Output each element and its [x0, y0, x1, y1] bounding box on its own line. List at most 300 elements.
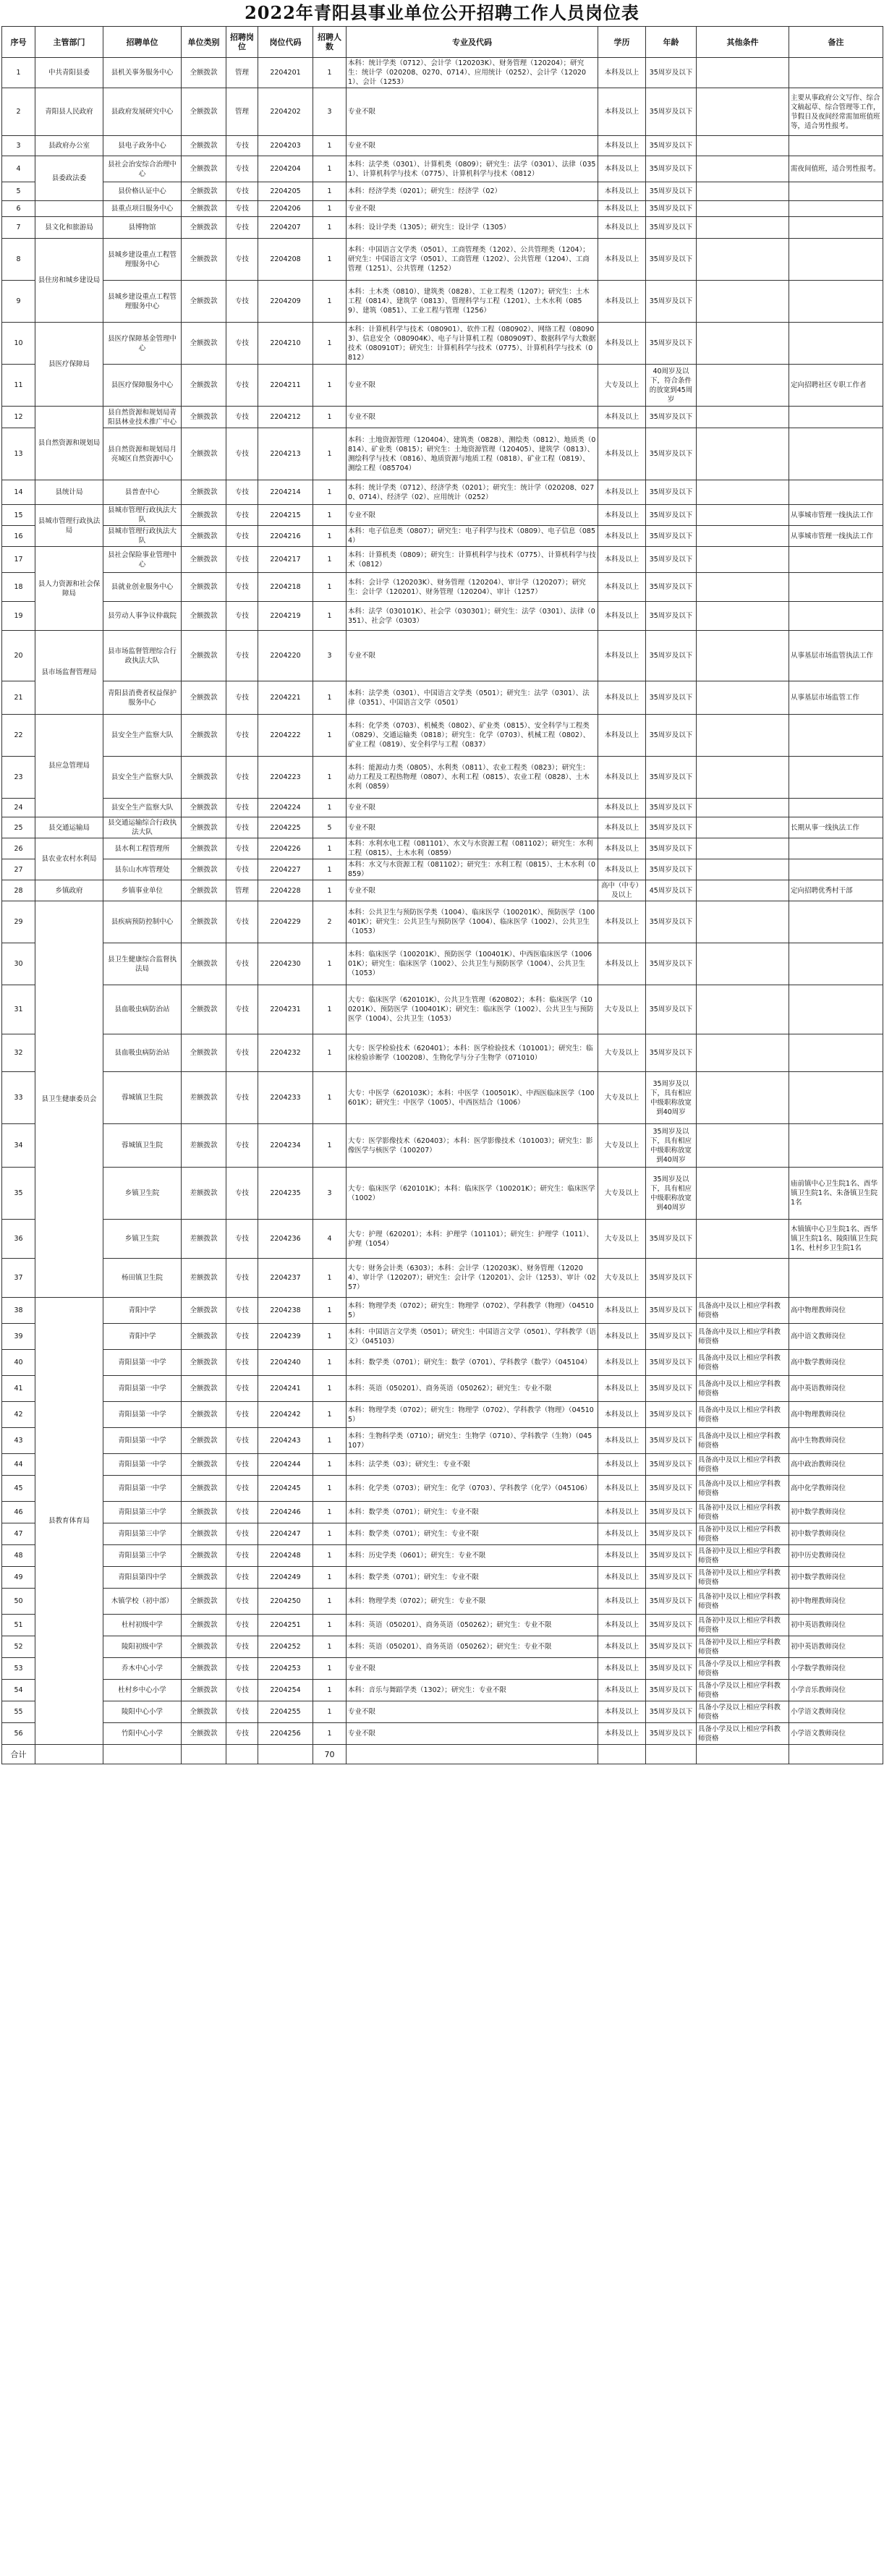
row-note — [789, 859, 883, 880]
row-age: 35周岁及以下 — [646, 136, 697, 156]
table-row — [2, 631, 883, 681]
row-unit: 县博物馆 — [103, 217, 182, 239]
row-code: 2204243 — [258, 1428, 313, 1454]
row-unit: 乡镇卫生院 — [103, 1168, 182, 1220]
row-education: 本科及以上 — [598, 547, 646, 573]
row-post: 专技 — [226, 943, 258, 985]
row-count: 1 — [313, 1523, 347, 1545]
row-other — [697, 859, 789, 880]
table-row — [2, 943, 883, 985]
table-row — [2, 681, 883, 715]
row-count: 1 — [313, 547, 347, 573]
row-code: 2204245 — [258, 1476, 313, 1502]
row-other — [697, 365, 789, 407]
row-code: 2204232 — [258, 1034, 313, 1072]
row-unit: 青阳县第一中学 — [103, 1350, 182, 1376]
row-unit: 青阳县第三中学 — [103, 1523, 182, 1545]
row-note: 初中数学教师岗位 — [789, 1523, 883, 1545]
table-row — [2, 323, 883, 365]
row-age: 35周岁及以下 — [646, 1034, 697, 1072]
row-post: 专技 — [226, 757, 258, 799]
row-no: 18 — [2, 573, 35, 602]
row-age: 35周岁及以下 — [646, 757, 697, 799]
row-code: 2204217 — [258, 547, 313, 573]
row-other: 具备高中及以上相应学科教师资格 — [697, 1376, 789, 1402]
row-post: 专技 — [226, 573, 258, 602]
row-code: 2204251 — [258, 1615, 313, 1636]
row-unit: 乡镇事业单位 — [103, 880, 182, 901]
row-major: 本科：计算机科学与技术（080901）、软件工程（080902）、网络工程（080903）、信息安全（080904K）、电子与计算机工程（080909T）、数据科学与大数据技术（080910T）；研究生：计算机科学与技术（0775）、计算机科学与技术（0812） — [347, 323, 598, 365]
row-no: 20 — [2, 631, 35, 681]
row-unit: 县市场监督管理综合行政执法大队 — [103, 631, 182, 681]
row-age: 35周岁及以下 — [646, 1545, 697, 1567]
row-no: 54 — [2, 1680, 35, 1701]
row-unit: 青阳中学 — [103, 1298, 182, 1324]
row-post: 专技 — [226, 480, 258, 505]
row-note — [789, 943, 883, 985]
row-dept — [35, 201, 103, 217]
row-unit: 县政府发展研究中心 — [103, 88, 182, 136]
row-category: 全额拨款 — [182, 156, 226, 182]
row-major: 大专：临床医学（620101K）、公共卫生管理（620802）；本科：临床医学（100201K）、预防医学（100401K）；研究生：临床医学（1002）、公共卫生与预防医学（1004）、公共卫生（1053） — [347, 985, 598, 1034]
row-education: 大专及以上 — [598, 1124, 646, 1168]
row-major: 本科：音乐与舞蹈学类（1302）；研究生：专业不限 — [347, 1680, 598, 1701]
row-education: 本科及以上 — [598, 407, 646, 428]
row-dept: 县市场监督管理局 — [35, 631, 103, 715]
row-unit: 杜村初级中学 — [103, 1615, 182, 1636]
row-note: 小学音乐教师岗位 — [789, 1680, 883, 1701]
row-other: 具备初中及以上相应学科教师资格 — [697, 1545, 789, 1567]
row-count: 1 — [313, 1428, 347, 1454]
table-row — [2, 239, 883, 281]
row-no: 26 — [2, 838, 35, 859]
row-other — [697, 407, 789, 428]
row-post: 管理 — [226, 58, 258, 88]
row-post: 专技 — [226, 1723, 258, 1745]
row-education: 本科及以上 — [598, 239, 646, 281]
row-major: 本科：化学类（0703）；研究生：化学（0703）、学科教学（化学）（045106） — [347, 1476, 598, 1502]
row-count: 4 — [313, 1220, 347, 1259]
row-education: 大专及以上 — [598, 365, 646, 407]
row-count: 1 — [313, 880, 347, 901]
row-age: 35周岁及以下 — [646, 201, 697, 217]
row-category: 全额拨款 — [182, 573, 226, 602]
row-other: 具备小学及以上相应学科教师资格 — [697, 1701, 789, 1723]
row-no: 12 — [2, 407, 35, 428]
row-other — [697, 817, 789, 838]
row-major: 专业不限 — [347, 365, 598, 407]
row-category: 全额拨款 — [182, 681, 226, 715]
table-row — [2, 281, 883, 323]
row-category: 全额拨款 — [182, 1454, 226, 1476]
row-no: 45 — [2, 1476, 35, 1502]
row-unit: 县安全生产监察大队 — [103, 757, 182, 799]
row-education: 本科及以上 — [598, 1658, 646, 1680]
row-no: 5 — [2, 182, 35, 201]
row-count: 3 — [313, 1168, 347, 1220]
row-count: 1 — [313, 1615, 347, 1636]
row-code: 2204209 — [258, 281, 313, 323]
row-major: 专业不限 — [347, 1723, 598, 1745]
row-post: 专技 — [226, 1523, 258, 1545]
row-count: 1 — [313, 239, 347, 281]
row-category: 全额拨款 — [182, 407, 226, 428]
row-code: 2204240 — [258, 1350, 313, 1376]
row-post: 专技 — [226, 1545, 258, 1567]
row-post: 专技 — [226, 1680, 258, 1701]
row-age: 35周岁及以下 — [646, 1324, 697, 1350]
row-post: 专技 — [226, 1259, 258, 1298]
row-no: 50 — [2, 1589, 35, 1615]
row-education: 本科及以上 — [598, 323, 646, 365]
row-other — [697, 631, 789, 681]
row-education: 本科及以上 — [598, 1589, 646, 1615]
table-row — [2, 715, 883, 757]
row-post: 专技 — [226, 365, 258, 407]
row-note: 高中物理教师岗位 — [789, 1402, 883, 1428]
row-age: 35周岁及以下 — [646, 859, 697, 880]
row-unit: 青阳县第一中学 — [103, 1428, 182, 1454]
row-other: 具备小学及以上相应学科教师资格 — [697, 1680, 789, 1701]
row-major: 本科：土地资源管理（120404）、建筑类（0828）、测绘类（0812）、地质类（0814）、矿业类（0815）；研究生：土地资源管理（120405）、建筑学（0813）、测绘科学与技术（0816）、地质资源与地质工程（0818）、矿业工程（0819）、测绘工程（085704） — [347, 428, 598, 480]
table-row — [2, 1701, 883, 1723]
row-education: 本科及以上 — [598, 1350, 646, 1376]
row-category: 全额拨款 — [182, 217, 226, 239]
row-education: 本科及以上 — [598, 631, 646, 681]
row-unit: 县劳动人事争议仲裁院 — [103, 602, 182, 631]
row-other: 具备初中及以上相应学科教师资格 — [697, 1636, 789, 1658]
row-code: 2204223 — [258, 757, 313, 799]
row-age: 35周岁及以下 — [646, 505, 697, 526]
row-category: 差额拨款 — [182, 1072, 226, 1124]
row-post: 专技 — [226, 817, 258, 838]
row-count: 1 — [313, 1589, 347, 1615]
row-category: 全额拨款 — [182, 631, 226, 681]
row-category: 全额拨款 — [182, 1523, 226, 1545]
row-major: 本科：数学类（0701）；研究生：数学（0701）、学科教学（数学）（045104） — [347, 1350, 598, 1376]
row-age: 35周岁及以下 — [646, 1298, 697, 1324]
row-post: 专技 — [226, 602, 258, 631]
row-note: 初中数学教师岗位 — [789, 1502, 883, 1523]
row-no: 33 — [2, 1072, 35, 1124]
row-dept: 县卫生健康委员会 — [35, 901, 103, 1298]
row-unit: 青阳县第四中学 — [103, 1567, 182, 1589]
row-count: 1 — [313, 365, 347, 407]
row-other — [697, 880, 789, 901]
row-note: 高中数学教师岗位 — [789, 1350, 883, 1376]
row-education: 本科及以上 — [598, 817, 646, 838]
row-count: 1 — [313, 943, 347, 985]
row-note: 从事城市管理一线执法工作 — [789, 505, 883, 526]
row-age: 35周岁及以下 — [646, 58, 697, 88]
page-title: 2022年青阳县事业单位公开招聘工作人员岗位表 — [245, 2, 639, 23]
row-no: 15 — [2, 505, 35, 526]
row-category: 全额拨款 — [182, 859, 226, 880]
row-age: 35周岁及以下 — [646, 1428, 697, 1454]
row-unit: 县血吸虫病防治站 — [103, 1034, 182, 1072]
row-count: 1 — [313, 1680, 347, 1701]
row-post: 专技 — [226, 182, 258, 201]
row-note: 初中物理教师岗位 — [789, 1589, 883, 1615]
row-other: 具备小学及以上相应学科教师资格 — [697, 1723, 789, 1745]
row-no: 23 — [2, 757, 35, 799]
row-count: 1 — [313, 201, 347, 217]
row-major: 本科：土木类（0810）、建筑类（0828）、工业工程类（1207）；研究生：土木工程（0814）、建筑学（0813）、管理科学与工程（1201）、土木水利（0859）、建筑（0851）、工业工程与管理（1256） — [347, 281, 598, 323]
row-no: 19 — [2, 602, 35, 631]
row-unit: 县社会保险事业管理中心 — [103, 547, 182, 573]
row-post: 专技 — [226, 1701, 258, 1723]
row-dept: 县城市管理行政执法局 — [35, 505, 103, 547]
row-post: 专技 — [226, 1428, 258, 1454]
table-row — [2, 1523, 883, 1545]
row-post: 专技 — [226, 1636, 258, 1658]
row-note — [789, 715, 883, 757]
row-dept: 县文化和旅游局 — [35, 217, 103, 239]
row-post: 专技 — [226, 136, 258, 156]
row-post: 专技 — [226, 1324, 258, 1350]
row-age: 35周岁及以下 — [646, 715, 697, 757]
row-note — [789, 1259, 883, 1298]
row-note: 木镇镇中心卫生院1名、酉华镇卫生院1名、陵阳镇卫生院1名、杜村乡卫生院1名 — [789, 1220, 883, 1259]
row-note — [789, 58, 883, 88]
row-category: 全额拨款 — [182, 480, 226, 505]
row-count: 3 — [313, 88, 347, 136]
row-education: 大专及以上 — [598, 985, 646, 1034]
table-row — [2, 182, 883, 201]
row-post: 专技 — [226, 1034, 258, 1072]
row-other — [697, 602, 789, 631]
row-post: 专技 — [226, 901, 258, 943]
row-category: 全额拨款 — [182, 602, 226, 631]
table-row — [2, 547, 883, 573]
row-note — [789, 547, 883, 573]
row-unit: 县普查中心 — [103, 480, 182, 505]
row-major: 本科：物理学类（0702）；研究生：专业不限 — [347, 1589, 598, 1615]
row-other: 具备初中及以上相应学科教师资格 — [697, 1615, 789, 1636]
row-code: 2204242 — [258, 1402, 313, 1428]
row-post: 专技 — [226, 526, 258, 547]
table-row — [2, 1636, 883, 1658]
row-major: 本科：法学类（0301）、中国语言文学类（0501）；研究生：法学（0301）、法律（0351）、中国语言文学（0501） — [347, 681, 598, 715]
row-other — [697, 901, 789, 943]
row-no: 27 — [2, 859, 35, 880]
row-major: 本科：水利水电工程（081101）、水文与水资源工程（081102）；研究生：水利工程（0815）、土木水利（0859） — [347, 838, 598, 859]
row-post: 专技 — [226, 1476, 258, 1502]
row-no: 40 — [2, 1350, 35, 1376]
row-other — [697, 1072, 789, 1124]
row-age: 35周岁及以下，具有相应中级职称放宽到40周岁 — [646, 1124, 697, 1168]
row-education: 本科及以上 — [598, 1298, 646, 1324]
row-code: 2204247 — [258, 1523, 313, 1545]
row-education: 本科及以上 — [598, 859, 646, 880]
row-other: 具备小学及以上相应学科教师资格 — [697, 1658, 789, 1680]
row-unit: 乔木中心小学 — [103, 1658, 182, 1680]
row-education: 本科及以上 — [598, 1615, 646, 1636]
row-no: 24 — [2, 799, 35, 817]
row-no: 22 — [2, 715, 35, 757]
row-post: 专技 — [226, 1072, 258, 1124]
row-other: 具备高中及以上相应学科教师资格 — [697, 1428, 789, 1454]
row-code: 2204219 — [258, 602, 313, 631]
row-education: 本科及以上 — [598, 1402, 646, 1428]
row-note — [789, 281, 883, 323]
row-code: 2204229 — [258, 901, 313, 943]
row-no: 41 — [2, 1376, 35, 1402]
row-age: 35周岁及以下 — [646, 1350, 697, 1376]
row-major: 本科：法学类（0301）、计算机类（0809）；研究生：法学（0301）、法律（0351）、计算机科学与技术（0775）、计算机科学与技术（0812） — [347, 156, 598, 182]
table-row — [2, 1589, 883, 1615]
row-code: 2204241 — [258, 1376, 313, 1402]
row-post: 专技 — [226, 156, 258, 182]
row-age: 35周岁及以下 — [646, 943, 697, 985]
row-education: 大专及以上 — [598, 1168, 646, 1220]
row-education: 大专及以上 — [598, 1072, 646, 1124]
row-post: 专技 — [226, 1502, 258, 1523]
row-category: 全额拨款 — [182, 1636, 226, 1658]
column-header: 年龄 — [646, 27, 697, 58]
row-major: 专业不限 — [347, 136, 598, 156]
row-major: 本科：数学类（0701）；研究生：专业不限 — [347, 1502, 598, 1523]
row-note — [789, 239, 883, 281]
row-post: 专技 — [226, 1454, 258, 1476]
row-count: 1 — [313, 323, 347, 365]
row-code: 2204202 — [258, 88, 313, 136]
row-other: 具备高中及以上相应学科教师资格 — [697, 1476, 789, 1502]
row-note: 主要从事政府公文写作、综合文稿起草、综合管理等工作，节假日及夜间经常需加班值班等，适合男性报考。 — [789, 88, 883, 136]
row-major: 专业不限 — [347, 201, 598, 217]
row-no: 30 — [2, 943, 35, 985]
row-dept: 县医疗保障局 — [35, 323, 103, 407]
row-unit: 青阳县第三中学 — [103, 1502, 182, 1523]
row-no: 42 — [2, 1402, 35, 1428]
row-note: 初中数学教师岗位 — [789, 1567, 883, 1589]
row-other — [697, 217, 789, 239]
row-other: 具备初中及以上相应学科教师资格 — [697, 1523, 789, 1545]
column-header: 单位类别 — [182, 27, 226, 58]
row-age: 35周岁及以下 — [646, 1589, 697, 1615]
row-count: 1 — [313, 1298, 347, 1324]
row-category: 全额拨款 — [182, 428, 226, 480]
table-row — [2, 1072, 883, 1124]
row-count: 1 — [313, 182, 347, 201]
row-no: 29 — [2, 901, 35, 943]
row-education: 本科及以上 — [598, 201, 646, 217]
row-education: 本科及以上 — [598, 1701, 646, 1723]
row-code: 2204212 — [258, 407, 313, 428]
row-major: 本科：计算机类（0809）；研究生：计算机科学与技术（0775）、计算机科学与技术（0812） — [347, 547, 598, 573]
row-other — [697, 526, 789, 547]
row-count: 1 — [313, 985, 347, 1034]
row-code: 2204205 — [258, 182, 313, 201]
table-row — [2, 838, 883, 859]
total-count: 70 — [313, 1745, 347, 1764]
row-category: 全额拨款 — [182, 1476, 226, 1502]
row-no: 56 — [2, 1723, 35, 1745]
row-category: 全额拨款 — [182, 365, 226, 407]
row-major: 本科：物理学类（0702）；研究生：物理学（0702）、学科教学（物理）（045105） — [347, 1298, 598, 1324]
row-other — [697, 1168, 789, 1220]
row-code: 2204208 — [258, 239, 313, 281]
table-row — [2, 1545, 883, 1567]
row-no: 43 — [2, 1428, 35, 1454]
row-age: 35周岁及以下 — [646, 681, 697, 715]
row-post: 专技 — [226, 547, 258, 573]
row-dept: 县教育体育局 — [35, 1298, 103, 1745]
table-row — [2, 58, 883, 88]
row-no: 51 — [2, 1615, 35, 1636]
row-dept: 青阳县人民政府 — [35, 88, 103, 136]
row-education: 本科及以上 — [598, 681, 646, 715]
row-count: 1 — [313, 1454, 347, 1476]
row-no: 25 — [2, 817, 35, 838]
table-row — [2, 1402, 883, 1428]
row-count: 2 — [313, 901, 347, 943]
row-age: 35周岁及以下 — [646, 1658, 697, 1680]
row-category: 全额拨款 — [182, 88, 226, 136]
row-code: 2204228 — [258, 880, 313, 901]
row-code: 2204256 — [258, 1723, 313, 1745]
row-age: 35周岁及以下 — [646, 182, 697, 201]
row-unit: 县重点项目服务中心 — [103, 201, 182, 217]
row-no: 14 — [2, 480, 35, 505]
row-category: 全额拨款 — [182, 880, 226, 901]
row-unit: 县安全生产监察大队 — [103, 799, 182, 817]
row-note — [789, 1124, 883, 1168]
row-count: 1 — [313, 715, 347, 757]
row-major: 本科：英语（050201）、商务英语（050262）；研究生：专业不限 — [347, 1636, 598, 1658]
row-post: 专技 — [226, 1615, 258, 1636]
row-category: 全额拨款 — [182, 715, 226, 757]
row-other: 具备高中及以上相应学科教师资格 — [697, 1324, 789, 1350]
row-note: 高中语文教师岗位 — [789, 1324, 883, 1350]
row-no: 4 — [2, 156, 35, 182]
table-header-row — [2, 27, 883, 58]
row-note: 初中英语教师岗位 — [789, 1636, 883, 1658]
row-note: 定向招聘社区专职工作者 — [789, 365, 883, 407]
row-education: 本科及以上 — [598, 1428, 646, 1454]
row-age: 35周岁及以下 — [646, 323, 697, 365]
row-unit: 县城市管理行政执法大队 — [103, 505, 182, 526]
row-category: 全额拨款 — [182, 1502, 226, 1523]
row-code: 2204226 — [258, 838, 313, 859]
row-age: 35周岁及以下 — [646, 217, 697, 239]
row-category: 全额拨款 — [182, 1680, 226, 1701]
row-code: 2204253 — [258, 1658, 313, 1680]
row-code: 2204201 — [258, 58, 313, 88]
row-unit: 县社会治安综合治理中心 — [103, 156, 182, 182]
row-post: 专技 — [226, 1589, 258, 1615]
row-major: 本科：临床医学（100201K）、预防医学（100401K）、中西医临床医学（100601K）；研究生：临床医学（1002）、公共卫生与预防医学（1004）、公共卫生（1053） — [347, 943, 598, 985]
row-code: 2204225 — [258, 817, 313, 838]
row-education: 高中（中专）及以上 — [598, 880, 646, 901]
row-age: 35周岁及以下 — [646, 799, 697, 817]
row-unit: 蓉城镇卫生院 — [103, 1124, 182, 1168]
row-note — [789, 480, 883, 505]
row-category: 全额拨款 — [182, 1402, 226, 1428]
row-code: 2204238 — [258, 1298, 313, 1324]
table-row — [2, 201, 883, 217]
row-age: 35周岁及以下，具有相应中级职称放宽到40周岁 — [646, 1072, 697, 1124]
row-count: 1 — [313, 1701, 347, 1723]
row-count: 1 — [313, 428, 347, 480]
row-major: 本科：物理学类（0702）；研究生：物理学（0702）、学科教学（物理）（045105） — [347, 1402, 598, 1428]
row-education: 本科及以上 — [598, 602, 646, 631]
row-age: 35周岁及以下 — [646, 1723, 697, 1745]
row-code: 2204213 — [258, 428, 313, 480]
row-other: 具备初中及以上相应学科教师资格 — [697, 1502, 789, 1523]
row-dept: 乡镇政府 — [35, 880, 103, 901]
row-other — [697, 1034, 789, 1072]
